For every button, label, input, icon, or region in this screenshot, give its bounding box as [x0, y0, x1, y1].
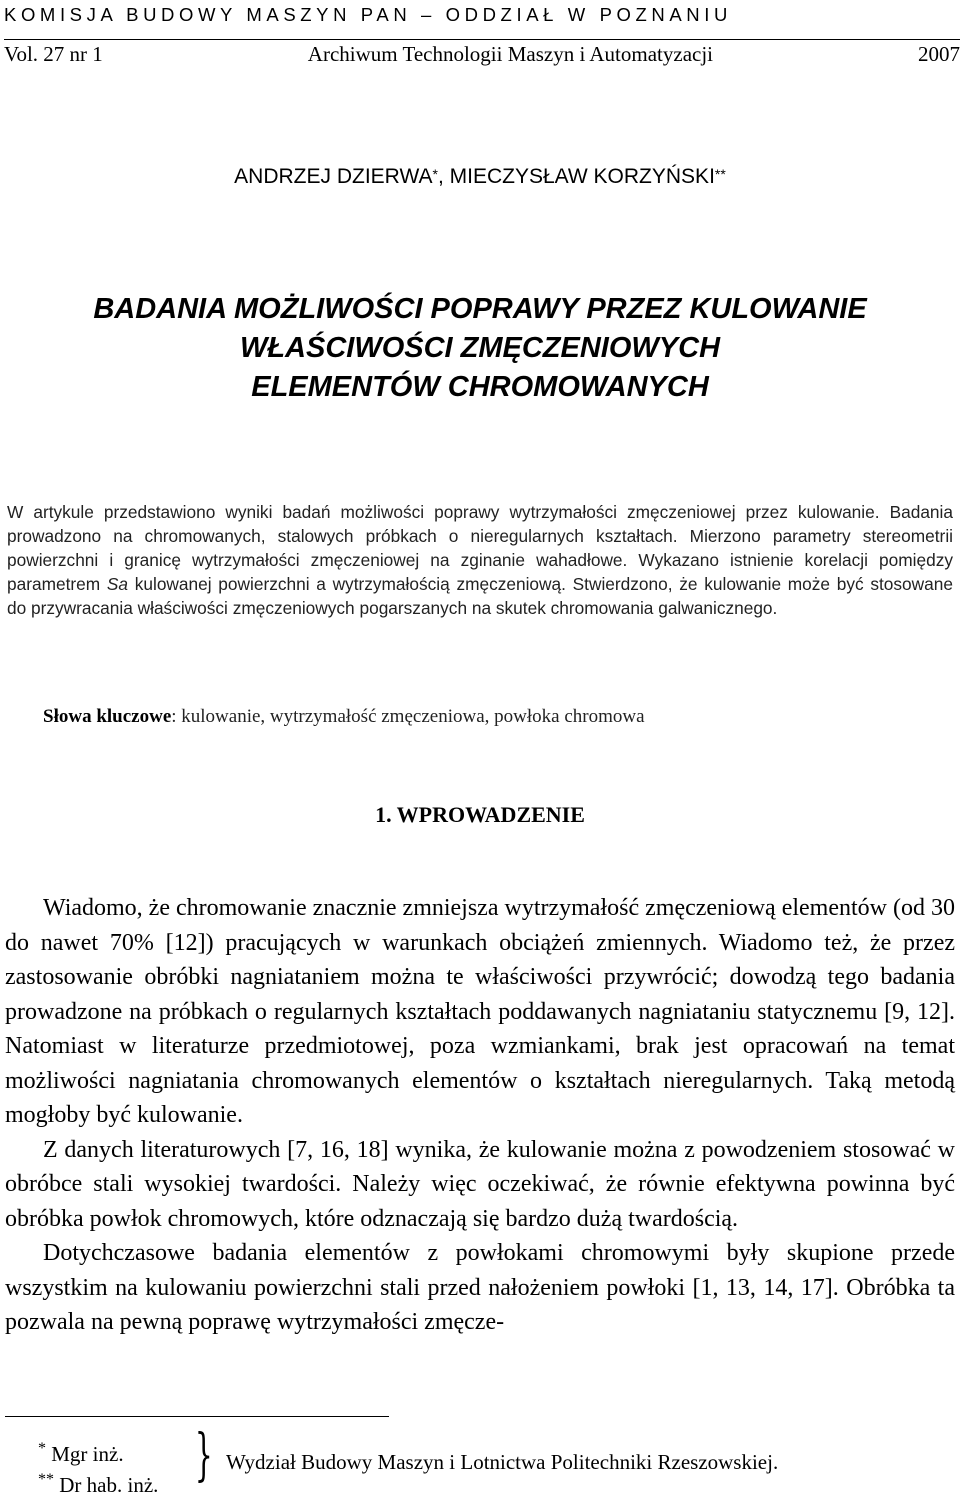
body-paragraph-1: Wiadomo, że chromowanie znacznie zmniejsza wytrzymałość zmęczeniową elementów (od 30 do nawet 70% [12]) pracujących w warunkach obciążeń zmiennych. Wiadomo też, że przez zastosowanie obróbki nagniataniem można te właściwości przywrócić; dowodzą tego badania prowadzone na próbkach o regularnych kształtach poddawanych nagniataniu statycznemu [9, 12]. Natomiast w literaturze przedmiotowej, poza wzmiankami, brak jest opracowań na temat możliwości nagniatania chromowanych elementów o kształtach nieregularnych. Taką metodą mogłoby być kulowanie. [5, 895, 955, 1128]
author-separator: , [437, 165, 450, 188]
footnote-2 [38, 1467, 198, 1498]
keywords-text: : kulowanie, wytrzymałość zmęczeniowa, powłoka chromowa [171, 706, 645, 727]
footnote-brace-icon: } [194, 1423, 213, 1488]
body-text [5, 891, 955, 1340]
publisher-header: KOMISJA BUDOWY MASZYN PAN – ODDZIAŁ W POZNANIU [4, 2, 960, 40]
footnote-titles [38, 1436, 198, 1498]
footnote-1 [38, 1436, 198, 1467]
author-2-mark: ** [714, 166, 726, 182]
footnote-2-title: Dr hab. inż. [59, 1473, 159, 1497]
author-list [0, 163, 960, 192]
body-paragraph-2: Z danych literaturowych [7, 16, 18] wynika, że kulowanie można z powodzeniem stosować w obróbce stali wysokiej twardości. Należy więc oczekiwać, że równie efektywna powinna być obróbka powłok chromowych, które odznaczają się bardzo dużą twardością. [5, 1136, 955, 1232]
title-line-2: WŁAŚCIWOŚCI ZMĘCZENIOWYCH [239, 332, 721, 364]
year-label: 2007 [918, 42, 960, 66]
section-heading: 1. WPROWADZENIE [375, 802, 585, 827]
footnote-2-mark: ** [38, 1471, 54, 1488]
abstract-text [7, 500, 953, 620]
footnote-1-mark: * [38, 1440, 46, 1457]
author-1: ANDRZEJ DZIERWA [234, 165, 433, 188]
author-2: MIECZYSŁAW KORZYŃSKI [449, 165, 715, 188]
journal-line [4, 40, 960, 68]
journal-name: Archiwum Technologii Maszyn i Automatyzacji [307, 42, 714, 66]
abstract-part-1: W artykule przedstawiono wyniki badań możliwości poprawy wytrzymałości zmęczeniowej przez kulowanie. Badania prowadzono na chromowanych, stalowych próbkach o nieregularnych kształtach. Mierzono parametry stereometrii powierzchni i granicę wytrzymałości zmęczeniowej na zginanie wahadłowe. Wykazano istnienie korelacji pomiędzy parametrem [7, 502, 953, 594]
abstract-param: Sa [106, 574, 129, 594]
keywords [43, 704, 943, 730]
body-paragraph-3: Dotychczasowe badania elementów z powłokami chromowymi były skupione przede wszystkim na kulowaniu powierzchni stali przed nałożeniem powłoki [1, 13, 14, 17]. Obróbka ta pozwala na pewną poprawę wytrzymałości zmęcze- [5, 1240, 955, 1335]
footnote-1-title: Mgr inż. [51, 1442, 124, 1466]
keywords-label: Słowa kluczowe [43, 706, 172, 727]
abstract-part-2: kulowanej powierzchni a wytrzymałością zmęczeniową. Stwierdzono, że kulowanie może być stosowane do przywracania właściwości zmęczeniowych pogarszanych na skutek chromowania galwanicznego. [7, 574, 953, 618]
volume-label: Vol. 27 nr 1 [4, 42, 103, 66]
footnote-rule [5, 1416, 389, 1417]
title-line-3: ELEMENTÓW CHROMOWANYCH [251, 371, 709, 403]
paper-title [0, 290, 960, 407]
footnote-affiliation: Wydział Budowy Maszyn i Lotnictwa Politechniki Rzeszowskiej. [226, 1450, 779, 1474]
abstract [7, 500, 953, 620]
author-1-mark: * [432, 166, 438, 182]
title-line-1: BADANIA MOŻLIWOŚCI POPRAWY PRZEZ KULOWANIE [93, 293, 867, 325]
